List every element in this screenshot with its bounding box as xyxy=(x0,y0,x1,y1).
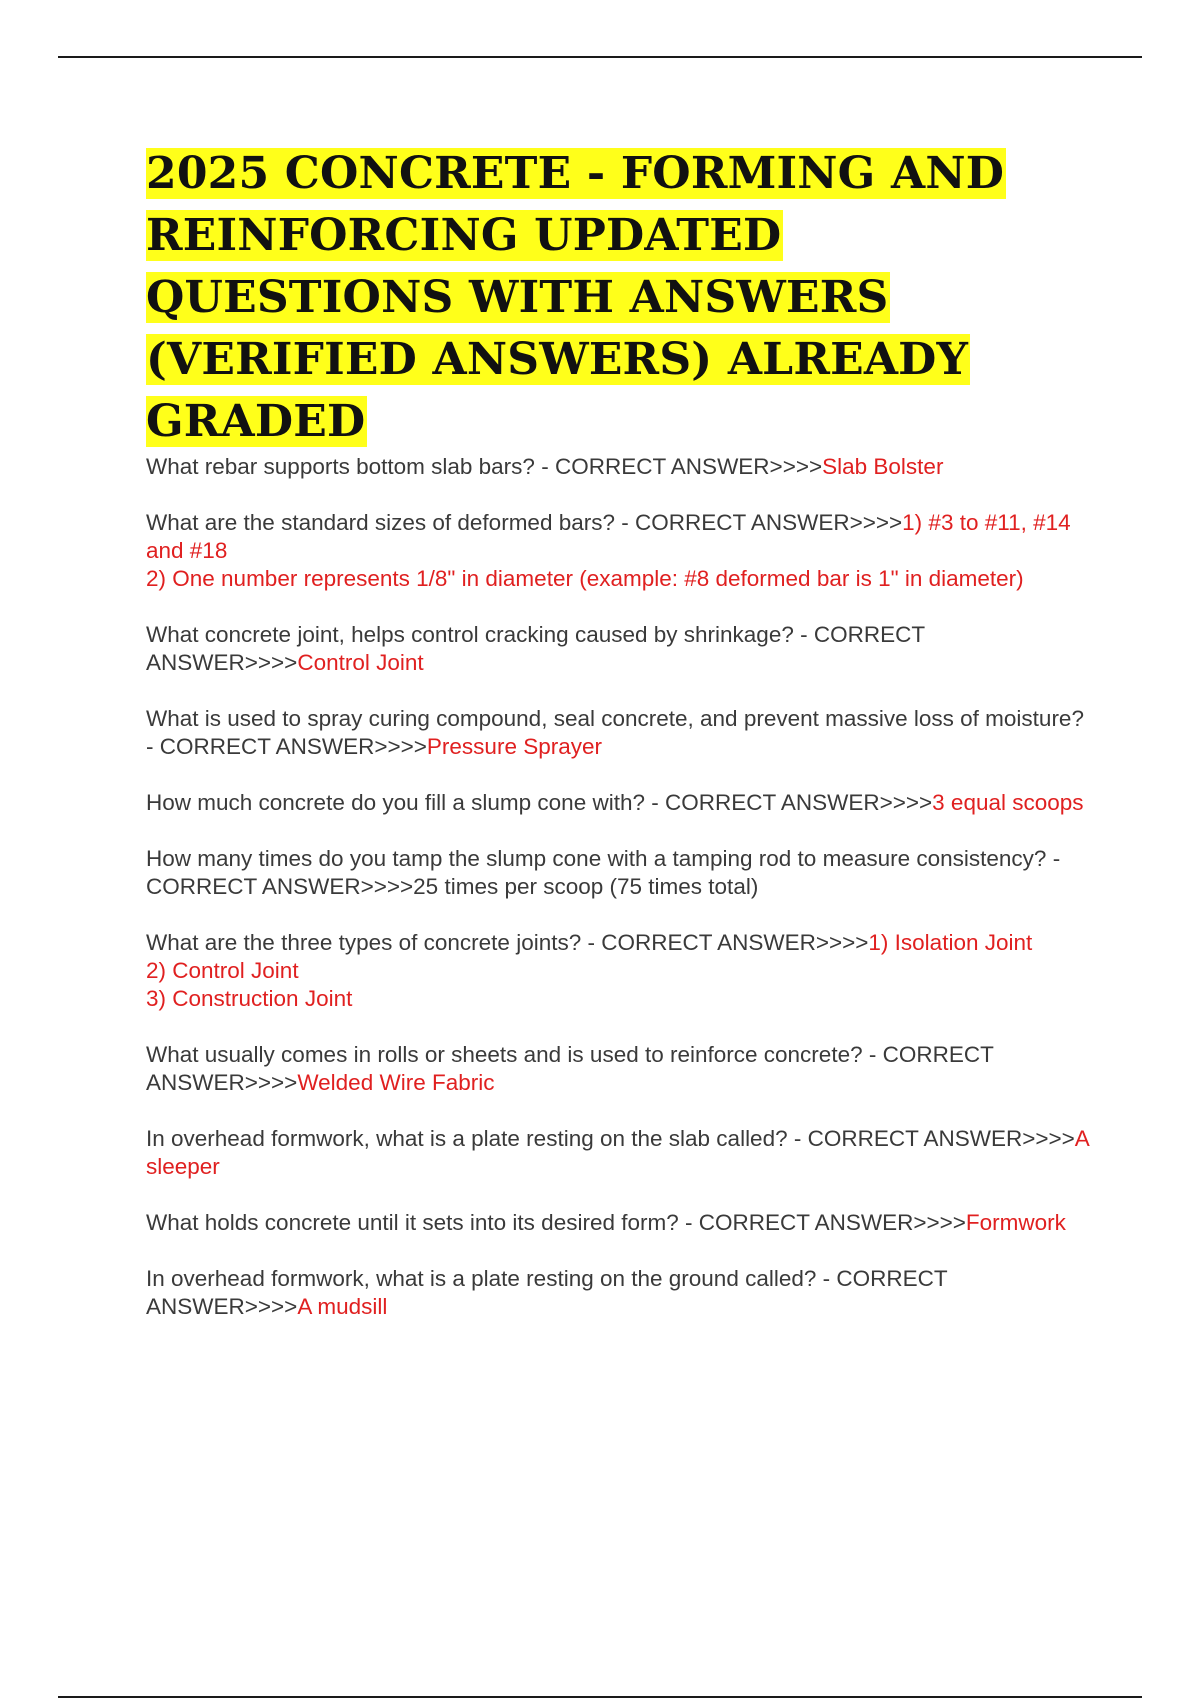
question-text: What concrete joint, helps control cracking caused by shrinkage? xyxy=(146,622,794,647)
answer-text: 25 times per scoop (75 times total) xyxy=(413,874,759,899)
qa-item xyxy=(146,845,1096,901)
answer-separator: - CORRECT ANSWER>>>> xyxy=(534,454,823,479)
question-text: How many times do you tamp the slump cone with a tamping rod to measure consistency? xyxy=(146,846,1047,871)
qa-item xyxy=(146,789,1096,817)
qa-item xyxy=(146,1265,1096,1321)
answer-text: Control Joint xyxy=(297,650,424,675)
qa-item xyxy=(146,621,1096,677)
answer-separator: - CORRECT ANSWER>>>> xyxy=(146,846,1061,899)
question-text: What are the standard sizes of deformed bars? xyxy=(146,510,615,535)
top-rule xyxy=(58,56,1142,58)
answer-separator: - CORRECT ANSWER>>>> xyxy=(787,1126,1075,1151)
answer-extra-line: 3) Construction Joint xyxy=(146,986,353,1011)
question-text: What is used to spray curing compound, seal concrete, and prevent massive loss of moisture? xyxy=(146,706,1084,731)
qa-item xyxy=(146,1209,1096,1237)
answer-text: 1) Isolation Joint xyxy=(868,930,1033,955)
answer-extra-line: 2) Control Joint xyxy=(146,958,299,983)
answer-text: Welded Wire Fabric xyxy=(297,1070,495,1095)
qa-item xyxy=(146,1125,1096,1181)
qa-item xyxy=(146,509,1096,593)
question-text: What rebar supports bottom slab bars? xyxy=(146,454,535,479)
question-text: What usually comes in rolls or sheets and is used to reinforce concrete? xyxy=(146,1042,863,1067)
qa-item xyxy=(146,929,1096,1013)
answer-text: Slab Bolster xyxy=(822,454,944,479)
question-text: What holds concrete until it sets into its desired form? xyxy=(146,1210,679,1235)
answer-text: 1) #3 to #11, #14 and #18 xyxy=(146,510,1071,563)
qa-item xyxy=(146,1041,1096,1097)
question-text: In overhead formwork, what is a plate resting on the slab called? xyxy=(146,1126,788,1151)
answer-text: A sleeper xyxy=(146,1126,1089,1179)
question-text: How much concrete do you fill a slump cone with? xyxy=(146,790,645,815)
answer-separator: - CORRECT ANSWER>>>> xyxy=(146,622,925,675)
answer-text: 3 equal scoops xyxy=(932,790,1084,815)
qa-item xyxy=(146,705,1096,761)
answer-separator: - CORRECT ANSWER>>>> xyxy=(581,930,869,955)
answer-text: Pressure Sprayer xyxy=(426,734,602,759)
question-text: In overhead formwork, what is a plate resting on the ground called? xyxy=(146,1266,817,1291)
document-content xyxy=(146,143,1096,1349)
answer-text: Formwork xyxy=(965,1210,1066,1235)
bottom-rule xyxy=(58,1696,1142,1698)
answer-extra-line: 2) One number represents 1/8" in diameter (example: #8 deformed bar is 1" in diameter) xyxy=(146,566,1024,591)
answer-separator: - CORRECT ANSWER>>>> xyxy=(678,1210,966,1235)
document-title xyxy=(146,143,1096,453)
qa-item xyxy=(146,453,1096,481)
answer-separator: - CORRECT ANSWER>>>> xyxy=(615,510,903,535)
answer-separator: - CORRECT ANSWER>>>> xyxy=(146,1042,994,1095)
answer-separator: - CORRECT ANSWER>>>> xyxy=(645,790,933,815)
answer-separator: - CORRECT ANSWER>>>> xyxy=(146,1266,948,1319)
answer-separator: - CORRECT ANSWER>>>> xyxy=(146,734,427,759)
answer-text: A mudsill xyxy=(297,1294,388,1319)
qa-list xyxy=(146,453,1096,1321)
question-text: What are the three types of concrete joints? xyxy=(146,930,582,955)
title-highlight: 2025 CONCRETE - FORMING AND REINFORCING UPDATED QUESTIONS WITH ANSWERS (VERIFIED ANSWERS) ALREADY GRADED xyxy=(146,148,1005,447)
